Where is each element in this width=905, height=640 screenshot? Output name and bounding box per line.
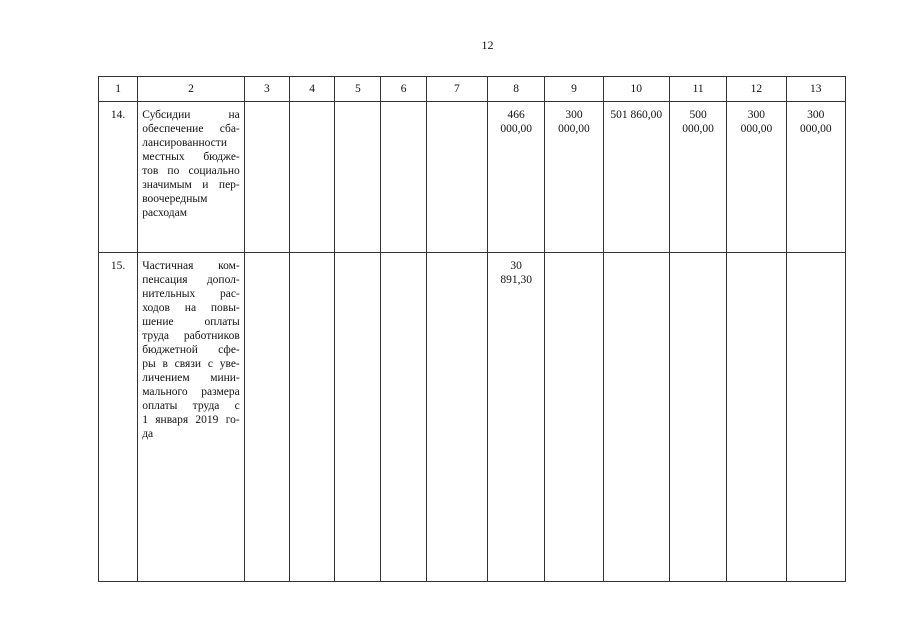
- cell-col-4: [290, 253, 335, 582]
- column-header-1: 1: [99, 77, 138, 102]
- cell-col-4: [290, 102, 335, 253]
- cell-value: 891,30: [500, 274, 532, 286]
- cell-col-5: [335, 102, 381, 253]
- cell-col-8: [488, 253, 545, 582]
- row-name-line: бюджетной сфе-: [142, 344, 240, 356]
- cell-col-12: [727, 253, 786, 582]
- column-header-8: 8: [488, 77, 545, 102]
- row-name-line: ходов на повы-: [142, 302, 240, 314]
- page-number: 12: [481, 38, 494, 52]
- cell-col-6: [381, 102, 426, 253]
- row-name-line: лансированности: [142, 137, 227, 149]
- cell-col-13: [786, 102, 845, 253]
- cell-value: 500: [689, 109, 707, 121]
- column-header-12: 12: [727, 77, 786, 102]
- row-name-line: тов по социально: [142, 165, 240, 177]
- row-name-line: Частичная ком-: [142, 260, 240, 272]
- cell-value: 300: [807, 109, 825, 121]
- row-name-line: нительных рас-: [142, 288, 240, 300]
- row-name-line: пенсация допол-: [142, 274, 240, 286]
- header-row: [99, 77, 846, 102]
- table-row: [99, 102, 846, 253]
- column-header-5: 5: [335, 77, 381, 102]
- cell-value: 300: [565, 109, 583, 121]
- column-header-2: 2: [138, 77, 245, 102]
- table-row: [99, 253, 846, 582]
- column-header-10: 10: [603, 77, 669, 102]
- cell-col-12: [727, 102, 786, 253]
- row-name-line: ры в связи с уве-: [142, 358, 240, 370]
- row-name-line: обеспечение сба-: [142, 123, 240, 135]
- cell-col-8: [488, 102, 545, 253]
- column-header-6: 6: [381, 77, 426, 102]
- cell-col-3: [244, 102, 289, 253]
- row-name-line: 1 января 2019 го-: [142, 414, 240, 426]
- row-name-line: значимым и пер-: [142, 179, 240, 191]
- cell-col-3: [244, 253, 289, 582]
- cell-col-7: [426, 253, 487, 582]
- column-header-13: 13: [786, 77, 845, 102]
- row-name-line: расходам: [142, 207, 187, 219]
- cell-col-10: [603, 253, 669, 582]
- row-name-line: личением мини-: [142, 372, 240, 384]
- cell-col-9: [545, 253, 603, 582]
- budget-table: [98, 76, 846, 582]
- column-header-7: 7: [426, 77, 487, 102]
- cell-value: 501 860,00: [610, 109, 663, 121]
- row-name-line: Субсидии на: [142, 109, 240, 121]
- row-name-line: да: [142, 428, 154, 440]
- cell-value: 000,00: [740, 123, 773, 135]
- cell-value: 000,00: [682, 123, 714, 135]
- row-name: [138, 102, 245, 253]
- cell-col-9: [545, 102, 603, 253]
- cell-value: 000,00: [500, 123, 532, 135]
- row-name-line: труда работников: [142, 330, 240, 342]
- cell-value: 300: [747, 109, 766, 121]
- cell-value: 466: [507, 109, 525, 121]
- row-name-line: оплаты труда с: [142, 400, 240, 412]
- row-name-line: местных бюдже-: [142, 151, 240, 163]
- column-header-4: 4: [290, 77, 335, 102]
- cell-value: 30: [510, 260, 522, 272]
- cell-col-7: [426, 102, 487, 253]
- row-name-line: мального размера: [142, 386, 240, 398]
- column-header-3: 3: [244, 77, 289, 102]
- cell-col-5: [335, 253, 381, 582]
- row-name-line: шение оплаты: [142, 316, 240, 328]
- row-name: [138, 253, 245, 582]
- cell-col-6: [381, 253, 426, 582]
- row-name-line: воочередным: [142, 193, 208, 205]
- cell-col-11: [669, 253, 726, 582]
- cell-col-11: [669, 102, 726, 253]
- row-number: 15.: [99, 253, 138, 582]
- cell-col-13: [786, 253, 845, 582]
- cell-value: 000,00: [558, 123, 590, 135]
- column-header-9: 9: [545, 77, 603, 102]
- cell-col-10: [603, 102, 669, 253]
- column-header-11: 11: [669, 77, 726, 102]
- row-number: 14.: [99, 102, 138, 253]
- cell-value: 000,00: [799, 123, 832, 135]
